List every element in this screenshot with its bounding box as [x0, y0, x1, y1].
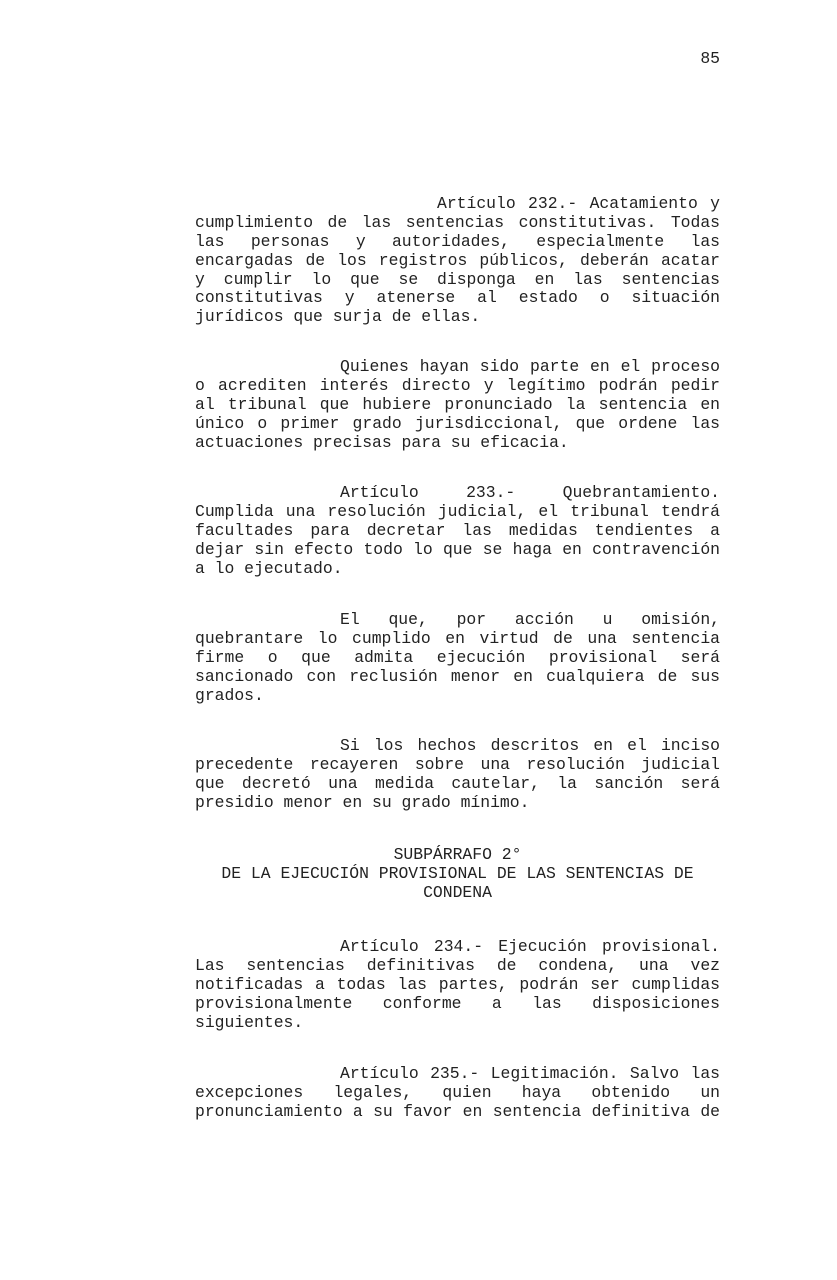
- text-line: las personas y autoridades, especialmente las: [195, 231, 720, 251]
- heading-line: DE LA EJECUCIÓN PROVISIONAL DE LAS SENTENCIAS DE: [221, 863, 694, 883]
- text-line: Artículo 233.- Quebrantamiento.: [340, 483, 720, 502]
- text-line: o acrediten interés directo y legítimo podrán pedir: [195, 375, 720, 395]
- text-line: y cumplir lo que se disponga en las sentencias: [195, 269, 720, 289]
- text-line: notificadas a todas las partes, podrán ser cumplidas: [195, 974, 720, 994]
- text-line: firme o que admita ejecución provisional será: [195, 647, 720, 667]
- article-233-par-3: [195, 737, 720, 813]
- text-line: actuaciones precisas para su eficacia.: [195, 432, 569, 452]
- heading-line: SUBPÁRRAFO 2°: [393, 845, 522, 864]
- text-line: precedente recayeren sobre una resolución judicial: [195, 754, 720, 774]
- text-line: siguientes.: [195, 1012, 304, 1032]
- text-line: pronunciamiento a su favor en sentencia definitiva de: [195, 1101, 720, 1121]
- text-line: Si los hechos descritos en el inciso: [340, 736, 720, 755]
- text-line: Artículo 234.- Ejecución provisional.: [340, 937, 720, 956]
- text-line: constitutivas y atenerse al estado o situación: [195, 288, 720, 308]
- article-232-par-2: [195, 358, 720, 452]
- text-line: jurídicos que surja de ellas.: [195, 307, 481, 327]
- article-234: [195, 938, 720, 1032]
- text-line: único o primer grado jurisdiccional, que ordene las: [195, 413, 720, 433]
- text-line: El que, por acción u omisión,: [340, 610, 720, 629]
- text-line: cumplimiento de las sentencias constitutivas. Todas: [195, 212, 720, 232]
- text-line: quebrantare lo cumplido en virtud de una sentencia: [195, 628, 720, 648]
- text-line: grados.: [195, 685, 264, 705]
- article-233-par-2: [195, 611, 720, 705]
- heading-line: CONDENA: [423, 882, 492, 902]
- text-line: Las sentencias definitivas de condena, una vez: [195, 955, 720, 975]
- text-line: Quienes hayan sido parte en el proceso: [340, 357, 720, 376]
- text-line: al tribunal que hubiere pronunciado la sentencia en: [195, 394, 720, 414]
- text-line: sancionado con reclusión menor en cualquiera de sus: [195, 666, 720, 686]
- subsection-heading: [195, 846, 720, 903]
- article-233: [195, 484, 720, 578]
- text-line: Cumplida una resolución judicial, el tribunal tendrá: [195, 501, 720, 521]
- text-line: presidio menor en su grado mínimo.: [195, 792, 530, 812]
- text-line: que decretó una medida cautelar, la sanción será: [195, 773, 720, 793]
- text-line: facultades para decretar las medidas tendientes a: [195, 520, 720, 540]
- article-235: [195, 1065, 720, 1122]
- text-line: excepciones legales, quien haya obtenido un: [195, 1082, 720, 1102]
- text-line: Artículo 235.- Legitimación. Salvo las: [340, 1064, 720, 1083]
- article-232: [195, 195, 720, 327]
- page-number: 85: [700, 49, 720, 68]
- text-line: Artículo 232.- Acatamiento y: [437, 194, 720, 213]
- text-line: encargadas de los registros públicos, deberán acatar: [195, 250, 720, 270]
- text-line: a lo ejecutado.: [195, 558, 343, 578]
- text-line: dejar sin efecto todo lo que se haga en contravención: [195, 539, 720, 559]
- text-line: provisionalmente conforme a las disposiciones: [195, 993, 720, 1013]
